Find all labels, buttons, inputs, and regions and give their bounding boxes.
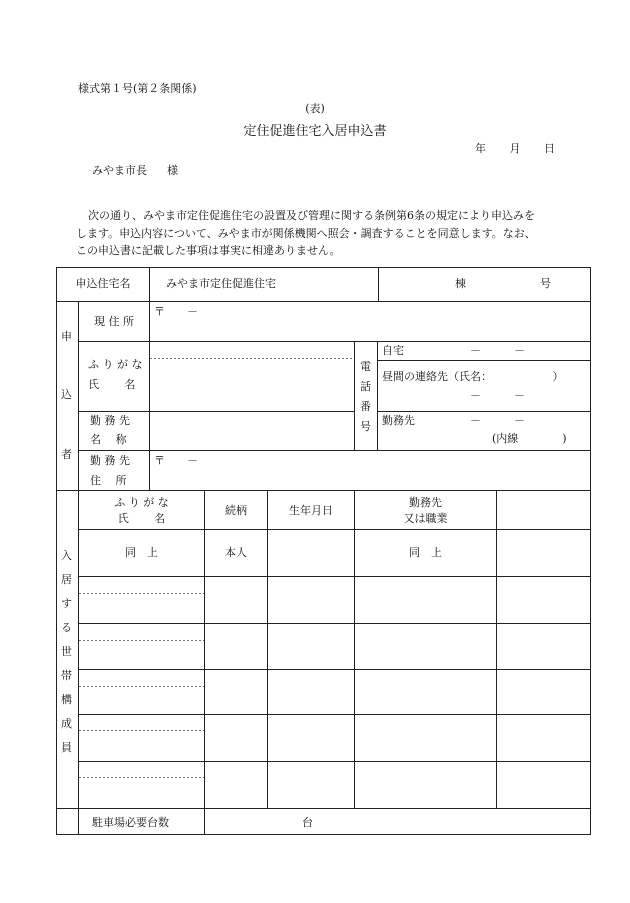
household-side-label bbox=[57, 491, 78, 808]
col-work-1: 勤務先 bbox=[409, 496, 442, 509]
parking-unit: 台 bbox=[302, 816, 313, 829]
col-relation: 続柄 bbox=[225, 504, 247, 517]
form-side: (表) bbox=[305, 102, 325, 115]
col-name: 氏 名 bbox=[117, 512, 166, 525]
col-furigana: ふ り が な bbox=[114, 496, 169, 509]
col-work-2: 又は職業 bbox=[403, 512, 448, 525]
room-number-label: 号 bbox=[540, 277, 551, 290]
current-address-label: 現 住 所 bbox=[94, 315, 134, 328]
intro-line-1: 次の通り、みやま市定住促進住宅の設置及び管理に関する条例第6条の規定により申込みを bbox=[88, 209, 535, 222]
applicant-char-2: 込 bbox=[61, 388, 72, 401]
applicant-name-field[interactable] bbox=[150, 359, 354, 411]
housing-value[interactable]: みやま市定住促進住宅 bbox=[166, 277, 276, 290]
date-month: 月 bbox=[509, 142, 521, 155]
addressee-name: みやま市長 bbox=[92, 164, 147, 177]
phone-char-2: 話 bbox=[360, 380, 371, 393]
work-phone-value[interactable]: － － bbox=[470, 414, 525, 427]
form-title: 定住促進住宅入居申込書 bbox=[243, 124, 387, 139]
addressee-honorific: 様 bbox=[167, 164, 178, 177]
col-birthdate: 生年月日 bbox=[289, 504, 333, 517]
home-phone-label: 自宅 bbox=[382, 344, 404, 357]
household-char-2: 居 bbox=[61, 573, 72, 586]
same-as-above-name: 同 上 bbox=[125, 546, 158, 559]
name-label: 氏 名 bbox=[88, 378, 136, 391]
intro-line-2: します。申込内容について、みやま市が関係機関へ照会・調査することを同意します。なお、 bbox=[76, 226, 536, 240]
parking-label: 駐車場必要台数 bbox=[92, 816, 169, 829]
form-number: 様式第１号(第２条関係) bbox=[78, 82, 197, 95]
date-year: 年 bbox=[475, 142, 486, 155]
household-char-1: 入 bbox=[61, 549, 72, 562]
household-char-5: 世 bbox=[61, 645, 72, 658]
workplace-label-2: 名 称 bbox=[90, 433, 127, 446]
household-char-9: 員 bbox=[61, 741, 72, 754]
work-address-postal[interactable]: 〒 － bbox=[154, 454, 198, 467]
date-day: 日 bbox=[544, 142, 555, 155]
same-as-above-work: 同 上 bbox=[409, 546, 442, 559]
daytime-contact-value[interactable]: － － bbox=[470, 389, 525, 402]
applicant-char-3: 者 bbox=[61, 448, 72, 461]
extension-label[interactable]: (内線 ) bbox=[492, 432, 567, 445]
work-address-label-1: 勤 務 先 bbox=[90, 454, 130, 467]
applicant-side-label bbox=[57, 302, 78, 490]
furigana-label: ふ り が な bbox=[88, 358, 143, 371]
daytime-contact-label: 昼間の連絡先（氏名： ） bbox=[382, 370, 564, 383]
phone-char-1: 電 bbox=[360, 360, 371, 373]
building-label: 棟 bbox=[455, 277, 466, 290]
relation-self: 本人 bbox=[225, 546, 247, 559]
work-address-label-2: 住 所 bbox=[90, 474, 127, 487]
household-char-7: 構 bbox=[61, 693, 72, 706]
work-phone-label: 勤務先 bbox=[382, 414, 415, 427]
workplace-label-1: 勤 務 先 bbox=[90, 414, 130, 427]
household-char-6: 帯 bbox=[61, 669, 72, 682]
phone-char-3: 番 bbox=[360, 400, 371, 413]
intro-line-3: この申込書に記載した事項は事実に相違ありません。 bbox=[76, 244, 341, 257]
housing-label: 申込住宅名 bbox=[75, 277, 131, 290]
phone-side-label bbox=[355, 342, 377, 450]
household-char-3: す bbox=[61, 597, 72, 610]
phone-char-4: 号 bbox=[360, 420, 371, 433]
household-char-8: 成 bbox=[61, 717, 72, 730]
applicant-char-1: 申 bbox=[61, 330, 72, 343]
workplace-name-field[interactable] bbox=[150, 412, 354, 450]
current-address-postal[interactable]: 〒 － bbox=[154, 305, 198, 318]
home-phone-value[interactable]: － － bbox=[470, 344, 525, 357]
household-char-4: る bbox=[61, 621, 72, 634]
